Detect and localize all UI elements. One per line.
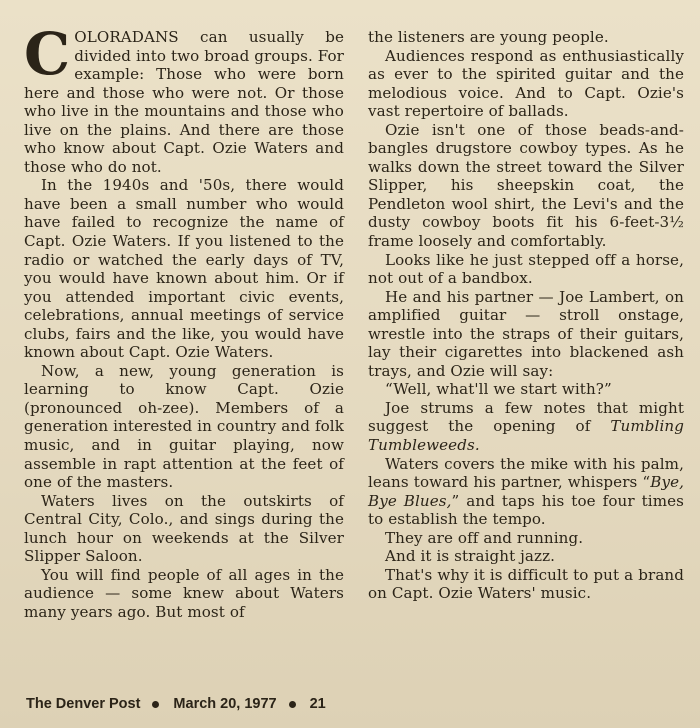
article-paragraph: He and his partner — Joe Lambert, on amplified guitar — stroll onstage, wrestle into the straps of their guitars, lay their cigarettes into blackened ash trays, and Ozie will say: [368,287,684,380]
article-paragraph [368,399,684,455]
publication-name: The Denver Post [26,696,141,712]
article-paragraph: And it is straight jazz. [385,547,556,566]
article-paragraph: In the 1940s and '50s, there would have been a small number who would have failed to recognize the name of Capt. Ozie Waters. If you listened to the radio or watched the early days of TV, you would have known about him. Or if you attended important civic events, celebrations, annual meetings of service clubs, fairs and the like, you would have known about Capt. Ozie Waters. [24,176,344,362]
bullet-separator-icon [152,701,159,708]
article-paragraph: Audiences respond as enthusiastically as ever to the spirited guitar and the melodious voice. And to Capt. Ozie's vast repertoire of ballads. [368,46,684,121]
article-paragraph: Looks like he just stepped off a horse, not out of a bandbox. [368,250,684,288]
paragraph-text: Joe strums a few notes that might suggest the opening of [368,398,684,436]
paragraph-text: ” and taps his toe four times to establish the tempo. [368,491,684,529]
song-title: Bye, Bye Blues, [368,473,684,510]
publication-date: March 20, 1977 [173,696,277,712]
paragraph-text: Waters covers the mike with his palm, leans toward his partner, whispers “ [368,454,684,492]
page-footer [26,696,326,712]
article-paragraph: That's why it is difficult to put a brand on Capt. Ozie Waters' music. [368,565,684,603]
article-paragraph [24,20,344,176]
paragraph-text: OLORADANS can usually be divided into two broad groups. For example: Those who were born here and those who were not. Or those who live in the mountains and those who live on the plains. And there are those who know about Capt. Ozie Waters and those who do not. [24,28,344,176]
article-paragraph [368,455,684,529]
article-paragraph: “Well, what'll we start with?” [385,380,612,399]
bullet-separator-icon [289,701,296,708]
drop-cap: C [24,20,71,88]
article-column-right [368,28,684,603]
article-paragraph: Ozie isn't one of those beads-and-bangles drugstore cowboy types. As he walks down the street toward the Silver Slipper, his sheepskin coat, the Pendleton wool shirt, the Levi's and the dusty cowboy boots fit his 6-feet-3½ frame loosely and comfortably. [368,120,684,251]
article-paragraph: the listeners are young people. [368,28,609,46]
article-paragraph: They are off and running. [385,528,584,547]
article-paragraph: You will find people of all ages in the audience — some knew about Waters many years ago. But most of [24,565,344,621]
page-number: 21 [309,696,326,712]
article-paragraph: Waters lives on the outskirts of Central City, Colo., and sings during the lunch hour on weekends at the Silver Slipper Saloon. [24,491,344,566]
article-column-left [24,20,344,622]
article-paragraph: Now, a new, young generation is learning to know Capt. Ozie (pronounced oh-zee). Members of a generation interested in country and folk music, and in guitar playing, now assemble in rapt attention at the feet of one of the masters. [24,361,344,492]
song-title: Tumbling Tumbleweeds. [368,417,684,455]
